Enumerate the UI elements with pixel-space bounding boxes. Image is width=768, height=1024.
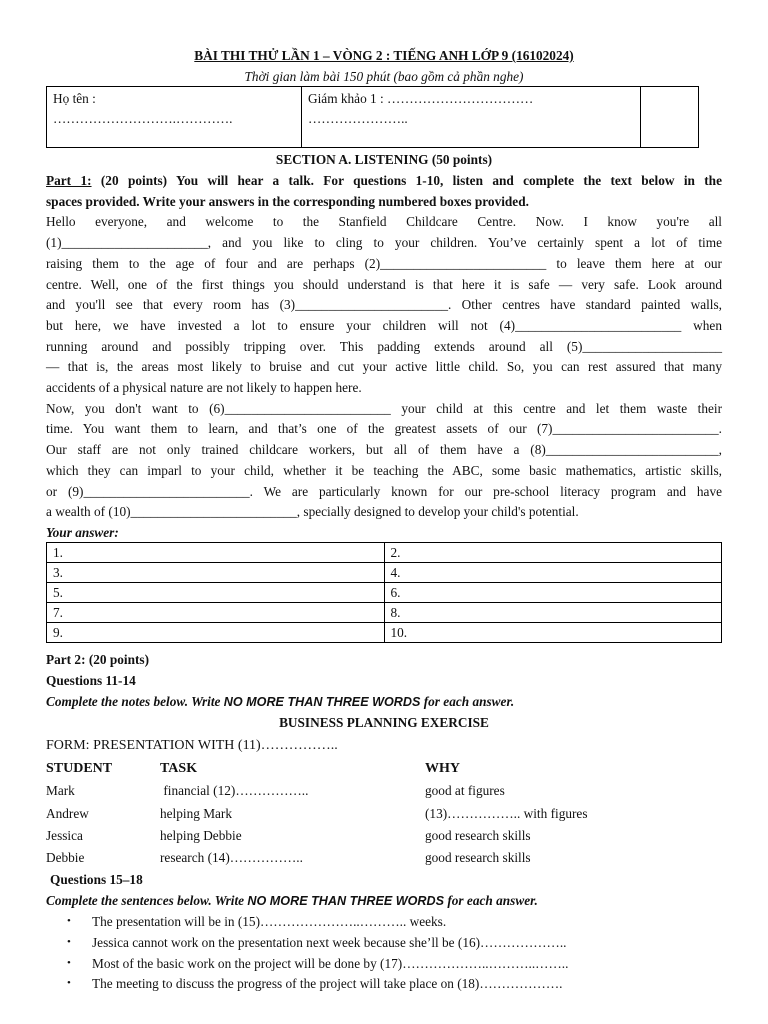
answer-cell[interactable]: 9. [47,623,385,643]
header-task: TASK [160,761,198,776]
student-name: Jessica [46,828,83,843]
answer-cell[interactable]: 5. [47,583,385,603]
form-line: FORM: PRESENTATION WITH (11)…………….. [46,738,338,753]
part2-instruction-2 [46,892,538,910]
passage-line: which they can imparl to your child, whether it be teaching the ABC, some basic mathematics, artistic skills, [46,462,722,478]
student-why: good research skills [425,850,531,865]
instruction-text: for each answer. [444,893,538,908]
bullet-icon: • [67,977,71,989]
student-why: good research skills [425,828,531,843]
bullet-item: Most of the basic work on the project will be done by (17)………………..………..…….. [92,956,569,971]
answer-cell[interactable]: 2. [384,543,722,563]
answer-row [47,623,722,643]
passage-line: Our staff are not only trained childcare workers, but all of them have a (8)__________________________, [46,442,722,458]
examiner-cell[interactable] [302,87,641,148]
student-task: research (14)…………….. [160,850,303,865]
page-title: BÀI THI THỬ LẦN 1 – VÒNG 2 : TIẾNG ANH LỚP 9 (16102024) [194,48,574,63]
section-a-title: SECTION A. LISTENING (50 points) [275,152,493,167]
part2-label: Part 2: (20 points) [46,652,150,667]
answer-cell[interactable]: 10. [384,623,722,643]
name-label: Họ tên : [53,91,96,106]
instruction-text: Complete the notes below. Write [46,694,224,709]
passage-line: accidents of a physical nature are not likely to happen here. [46,380,362,396]
bullet-icon: • [67,915,71,927]
answer-row [47,563,722,583]
student-info-table [46,86,699,148]
instruction-emphasis: NO MORE THAN THREE WORDS [247,894,445,908]
part1-passage [46,171,722,523]
student-task: helping Mark [160,806,233,821]
part2-instruction-1 [46,693,514,711]
name-cell[interactable] [47,87,302,148]
part1-instruction-line1: (20 points) You will hear a talk. For questions 1-10, listen and complete the text below in the [91,173,722,188]
student-task: financial (12)…………….. [160,783,309,798]
header-why: WHY [425,761,460,776]
answer-cell[interactable]: 4. [384,563,722,583]
student-name: Andrew [46,806,89,821]
answer-row [47,543,722,563]
passage-line: or (9)_________________________. We are particularly known for our pre-school literacy program and have [46,483,722,499]
exercise-title: BUSINESS PLANNING EXERCISE [279,715,489,730]
passage-line: but here, we have invested a lot to ensure your children will not (4)_________________________ when [46,317,722,333]
student-why: (13)…………….. with figures [425,806,588,821]
passage-line: running around and possibly tripping over. This padding extends around all (5)_____________________ [46,338,722,354]
bullet-icon: • [67,936,71,948]
student-name: Mark [46,783,75,798]
answer-cell[interactable]: 7. [47,603,385,623]
bullet-icon: • [67,957,71,969]
questions-11-14-label: Questions 11-14 [46,673,136,688]
examiner-label: Giám khảo 1 : …………………………… [308,91,534,106]
answer-row [47,583,722,603]
bullet-item: Jessica cannot work on the presentation next week because she’ll be (16)……………….. [92,935,567,950]
passage-line: a wealth of (10)_________________________, specially designed to develop your child's potential. [46,504,579,520]
answer-row [47,603,722,623]
examiner-dots: ………………….. [308,111,408,126]
instruction-text: for each answer. [420,694,515,709]
passage-line: centre. Well, one of the first things you should understand is that here it is safe — very safe. Look around [46,276,722,292]
passage-line: Hello everyone, and welcome to the Stanfield Childcare Centre. Now. I know you're all [46,214,722,230]
part1-instruction-line2: spaces provided. Write your answers in the corresponding numbered boxes provided. [46,193,529,209]
score-cell[interactable] [641,87,699,148]
instruction-emphasis: NO MORE THAN THREE WORDS [223,695,421,709]
answer-cell[interactable]: 8. [384,603,722,623]
answer-cell[interactable]: 1. [47,543,385,563]
student-task: helping Debbie [160,828,242,843]
passage-line: time. You want them to learn, and that’s one of the greatest assets of our (7)_________________________. [46,421,722,437]
passage-line: raising them to the age of four and are perhaps (2)_________________________ to leave them here at our [46,255,722,271]
passage-line: (1)______________________, and you like to cling to your children. You’ve certainly spent a lot of time [46,235,722,251]
page-subtitle: Thời gian làm bài 150 phút (bao gồm cả phần nghe) [244,69,524,84]
passage-line: and you'll see that every room has (3)_______________________. Other centres have standard painted walls, [46,297,722,313]
your-answer-label: Your answer: [46,525,119,540]
questions-15-18-label: Questions 15–18 [50,872,143,887]
answer-cell[interactable]: 3. [47,563,385,583]
passage-line: — that is, the areas most likely to bruise and cut your active little child. So, you can rest assured that many [46,359,722,375]
answer-table [46,542,722,643]
name-dots: ……………………….…………. [53,111,233,126]
bullet-item: The presentation will be in (15)…………………..……….. weeks. [92,914,447,929]
student-name: Debbie [46,850,85,865]
passage-line: Now, you don't want to (6)_________________________ your child at this centre and let them waste their [46,400,722,416]
part1-label: Part 1: [46,173,92,188]
answer-cell[interactable]: 6. [384,583,722,603]
bullet-item: The meeting to discuss the progress of the project will take place on (18)………………. [92,976,563,991]
header-student: STUDENT [46,761,113,776]
instruction-text: Complete the sentences below. Write [46,893,248,908]
student-why: good at figures [425,783,505,798]
